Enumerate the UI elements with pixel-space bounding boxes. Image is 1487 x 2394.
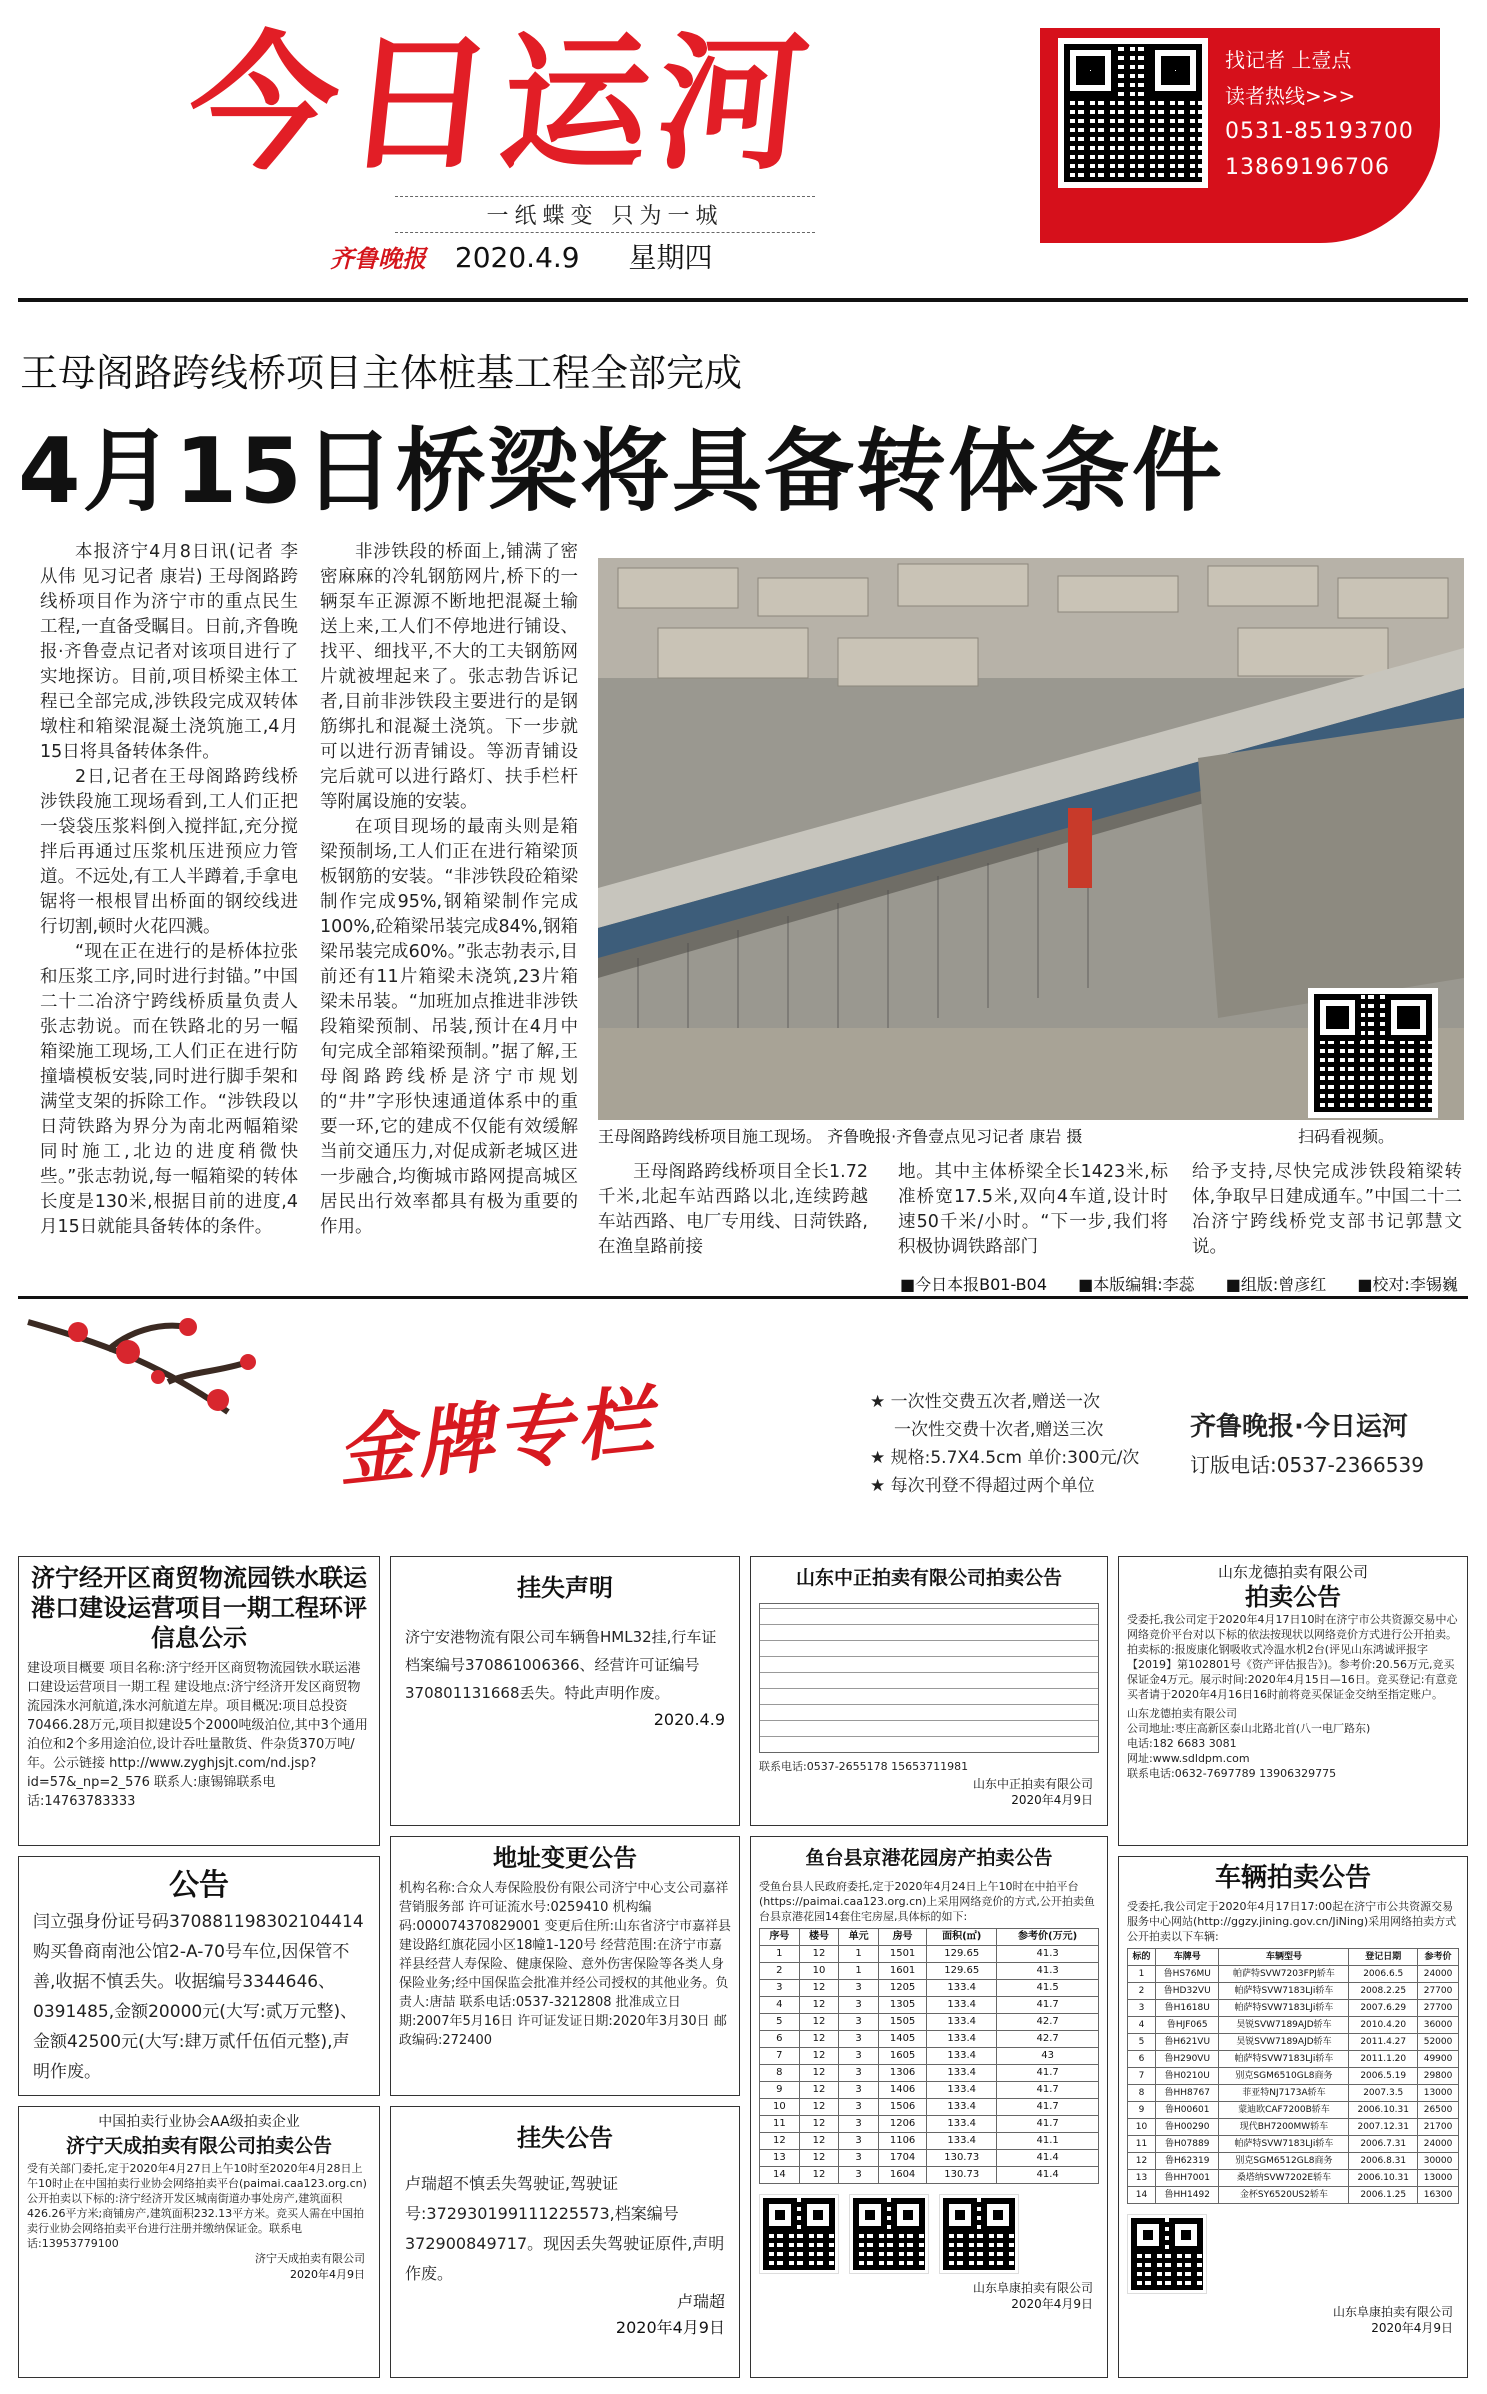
qr-code-icon[interactable] xyxy=(1127,2214,1207,2294)
table-cell: 27700 xyxy=(1418,1983,1459,2000)
ad-body: 受有关部门委托,定于2020年4月27日上午10时至2020年4月28日上午10时止在中国拍卖行业协会网络拍卖平台(paimai.caa123.org.cn)公开拍卖以下标的:济宁经济开发区城南街道办事处房产,建筑面积426.26平方米;商铺房产,建筑面积232.13平方米。竞买人需在中国拍卖行业协会网络拍卖平台进行注册并缴纳保证金。联系电话:13953779100 xyxy=(27,2162,367,2250)
gold-rule: ★ 一次性交费五次者,赠送一次 xyxy=(870,1392,1101,1412)
table-cell: 13000 xyxy=(1418,2170,1459,2187)
table-cell: 3 xyxy=(1128,2000,1156,2017)
article-paragraph: 地。其中主体桥梁全长1423米,标准桥宽17.5米,双向4车道,设计时速50千米/小时。“下一步,我们将积极协调铁路部门 xyxy=(898,1162,1168,1257)
masthead-title: 今日运河 xyxy=(180,16,824,190)
table-cell: 3 xyxy=(839,2133,879,2150)
table-cell: 1306 xyxy=(878,2065,926,2082)
table-cell: 1601 xyxy=(878,1963,926,1980)
ad-title: 拍卖公告 xyxy=(1245,1583,1341,1611)
masthead xyxy=(150,16,970,274)
table-cell: 41.7 xyxy=(997,2082,1099,2099)
ad-jinggang-property-auction xyxy=(750,1836,1108,2378)
table-cell: 41.1 xyxy=(997,2133,1099,2150)
table-row xyxy=(1128,2187,1459,2204)
table-cell: 30000 xyxy=(1418,2153,1459,2170)
article-subhead: 王母阁路跨线桥项目主体桩基工程全部完成 xyxy=(20,351,743,395)
qr-code-icon[interactable] xyxy=(759,2194,839,2274)
ad-lost-receipt-notice xyxy=(18,1856,380,2096)
table-header: 参考价(万元) xyxy=(997,1929,1099,1946)
table-row xyxy=(1128,2034,1459,2051)
table-cell: 133.4 xyxy=(927,2065,997,2082)
article-column-4 xyxy=(898,1160,1168,1260)
table-cell: 36000 xyxy=(1418,2017,1459,2034)
table-cell: 1604 xyxy=(878,2167,926,2184)
table-row xyxy=(1128,2000,1459,2017)
table-cell: 133.4 xyxy=(927,1997,997,2014)
table-row xyxy=(760,2065,1099,2082)
table-cell: 8 xyxy=(760,2065,800,2082)
credit-design: ■组版:曾彦红 xyxy=(1225,1275,1327,1294)
ad-date: 2020年4月9日 xyxy=(1011,1793,1093,1807)
table-cell: 41.7 xyxy=(997,2116,1099,2133)
table-cell: 7 xyxy=(1128,2068,1156,2085)
table-cell: 41.7 xyxy=(997,1997,1099,2014)
table-cell: 别克SGM6510GL8商务 xyxy=(1219,2068,1349,2085)
ad-sign: 济宁天成拍卖有限公司 xyxy=(255,2252,365,2265)
qr-code-icon[interactable] xyxy=(1058,38,1208,188)
table-cell: 49900 xyxy=(1418,2051,1459,2068)
ad-address-change xyxy=(390,1836,740,2096)
ad-address: 公司地址:枣庄高新区泰山北路北首(八一电厂路东) xyxy=(1127,1722,1371,1735)
hotline-phone2: 13869196706 xyxy=(1225,155,1390,180)
table-cell: 3 xyxy=(839,1997,879,2014)
ad-body: 济宁安港物流有限公司车辆鲁HML32挂,行车证档案编号370861006366、经营许可证编号370801131668丢失。特此声明作废。 xyxy=(405,1628,717,1702)
table-cell: 3 xyxy=(839,2048,879,2065)
table-cell: 1506 xyxy=(878,2099,926,2116)
ad-vehicle-auction xyxy=(1118,1856,1468,2378)
table-cell: 13000 xyxy=(1418,2085,1459,2102)
qr-code-icon[interactable] xyxy=(849,2194,929,2274)
table-cell: 别克SGM6512GL8商务 xyxy=(1219,2153,1349,2170)
table-row xyxy=(1128,2170,1459,2187)
scan-video-label: 扫码看视频。 xyxy=(1297,1127,1394,1146)
page-credits xyxy=(900,1272,1484,1295)
table-row xyxy=(1128,2051,1459,2068)
table-cell: 13 xyxy=(760,2150,800,2167)
table-cell: 41.5 xyxy=(997,1980,1099,1997)
table-cell: 桑塔纳SVW7202E轿车 xyxy=(1219,2170,1349,2187)
table-cell: 14 xyxy=(760,2167,800,2184)
table-cell: 12 xyxy=(799,2150,839,2167)
ad-body: 受委托,我公司定于2020年4月17日10时在济宁市公共资源交易中心网络竞价平台对以下标的依法按现状以网络竞价方式进行公开拍卖。拍卖标的:报废康化钢吸收式冷温水机2台(评见山东鸿诚评报字【2019】第102801号《资产评估报告》)。参考价:20.56万元,竞买保证金4万元。展示时间:2020年4月15日—16日。竞买登记:有意竞买者请于2020年4月16日16时前将竞买保证金交纳至指定账户。 xyxy=(1127,1613,1458,1701)
ad-sign: 山东龙德拍卖有限公司 xyxy=(1127,1707,1237,1720)
ad-zhongzheng-auction xyxy=(750,1556,1108,1826)
ad-lost-vehicle-docs xyxy=(390,1556,740,1826)
hotline-line1: 找记者 上壹点 xyxy=(1225,48,1352,72)
table-cell: 鲁H00601 xyxy=(1155,2102,1219,2119)
table-cell: 133.4 xyxy=(927,2099,997,2116)
section-divider xyxy=(18,1296,1468,1299)
table-cell: 12 xyxy=(799,2133,839,2150)
table-cell: 12 xyxy=(799,2014,839,2031)
table-header: 房号 xyxy=(878,1929,926,1946)
gold-phone: 订版电话:0537-2366539 xyxy=(1190,1453,1424,1477)
ad-sign: 山东阜康拍卖有限公司 xyxy=(972,2281,1093,2295)
paper-logo: 齐鲁晚报 xyxy=(330,244,426,273)
table-cell: 41.3 xyxy=(997,1963,1099,1980)
table-cell: 鲁H290VU xyxy=(1155,2051,1219,2068)
ad-date: 2020年4月9日 xyxy=(1371,2321,1453,2335)
table-cell: 10 xyxy=(760,2099,800,2116)
hotline-phone1: 0531-85193700 xyxy=(1225,119,1414,144)
plum-blossom-icon xyxy=(18,1302,378,1472)
ad-title: 车辆拍卖公告 xyxy=(1214,1863,1371,1893)
table-cell: 2011.4.27 xyxy=(1349,2034,1418,2051)
table-cell: 现代BH7200MW轿车 xyxy=(1219,2119,1349,2136)
table-cell: 帕萨特SVW7183LJi轿车 xyxy=(1219,2136,1349,2153)
table-cell: 133.4 xyxy=(927,2082,997,2099)
article-column-2 xyxy=(320,540,578,1240)
table-cell: 蒙迪欧CAF7200B轿车 xyxy=(1219,2102,1349,2119)
table-cell: 2011.1.20 xyxy=(1349,2051,1418,2068)
table-row xyxy=(1128,1966,1459,1983)
ad-title: 鱼台县京港花园房产拍卖公告 xyxy=(805,1847,1053,1869)
table-cell: 12 xyxy=(799,1946,839,1963)
table-cell: 鲁H1618U xyxy=(1155,2000,1219,2017)
table-row xyxy=(760,2099,1099,2116)
gold-rule: 一次性交费十次者,赠送三次 xyxy=(894,1420,1104,1440)
table-cell: 1106 xyxy=(878,2133,926,2150)
table-cell: 1406 xyxy=(878,2082,926,2099)
table-row xyxy=(760,2082,1099,2099)
table-cell: 133.4 xyxy=(927,2031,997,2048)
table-cell: 鲁HS76MU xyxy=(1155,1966,1219,1983)
ad-body: 卢瑞超不慎丢失驾驶证,驾驶证号:372930199111225573,档案编号372900849717。现因丢失驾驶证原件,声明作废。 xyxy=(405,2174,725,2283)
table-cell: 2007.6.29 xyxy=(1349,2000,1418,2017)
table-cell: 43 xyxy=(997,2048,1099,2065)
table-cell: 14 xyxy=(1128,2187,1156,2204)
ad-title: 公告 xyxy=(169,1868,229,1903)
table-cell: 2 xyxy=(1128,1983,1156,2000)
table-cell: 1305 xyxy=(878,1997,926,2014)
table-cell: 4 xyxy=(1128,2017,1156,2034)
ad-title: 挂失公告 xyxy=(517,2124,613,2152)
table-cell: 1205 xyxy=(878,1980,926,1997)
table-cell: 16300 xyxy=(1418,2187,1459,2204)
table-cell: 9 xyxy=(1128,2102,1156,2119)
table-cell: 鲁HJF065 xyxy=(1155,2017,1219,2034)
table-cell: 2006.7.31 xyxy=(1349,2136,1418,2153)
ad-date: 2020.4.9 xyxy=(653,1710,725,1729)
table-cell: 12 xyxy=(799,2167,839,2184)
property-table xyxy=(759,1928,1099,2184)
table-header: 车牌号 xyxy=(1155,1949,1219,1966)
table-cell: 帕萨特SVW7183LJi轿车 xyxy=(1219,1983,1349,2000)
table-cell: 11 xyxy=(1128,2136,1156,2153)
ad-website: 网址:www.sdldpm.com xyxy=(1127,1752,1250,1765)
ad-sign: 山东阜康拍卖有限公司 xyxy=(1332,2305,1453,2319)
table-cell: 帕萨特SVW7183LJi轿车 xyxy=(1219,2000,1349,2017)
table-row xyxy=(760,1963,1099,1980)
table-cell: 2006.10.31 xyxy=(1349,2102,1418,2119)
table-cell: 1501 xyxy=(878,1946,926,1963)
ad-contact: 联系电话:0632-7697789 13906329775 xyxy=(1127,1767,1337,1780)
table-cell: 3 xyxy=(839,2150,879,2167)
table-cell: 3 xyxy=(839,2014,879,2031)
table-cell: 鲁HH7001 xyxy=(1155,2170,1219,2187)
credit-proof: ■校对:李锡巍 xyxy=(1357,1275,1458,1294)
table-row xyxy=(760,2031,1099,2048)
table-cell: 2006.10.31 xyxy=(1349,2170,1418,2187)
table-row xyxy=(760,1980,1099,1997)
ad-title: 山东中正拍卖有限公司拍卖公告 xyxy=(795,1567,1062,1589)
table-cell: 9 xyxy=(760,2082,800,2099)
table-cell: 1 xyxy=(839,1946,879,1963)
table-cell: 130.73 xyxy=(927,2150,997,2167)
table-cell: 2007.12.31 xyxy=(1349,2119,1418,2136)
table-cell: 2006.8.31 xyxy=(1349,2153,1418,2170)
table-cell: 12 xyxy=(799,1997,839,2014)
table-cell: 133.4 xyxy=(927,1980,997,1997)
table-cell: 12 xyxy=(799,2116,839,2133)
ad-phone: 联系电话:0537-2655178 15653711981 xyxy=(759,1760,969,1773)
table-row xyxy=(760,1997,1099,2014)
ad-body: 受委托,我公司定于2020年4月17日17:00起在济宁市公共资源交易服务中心网站(http://ggzy.jining.gov.cn/JiNing)采用网络拍卖方式公开拍卖以下车辆: xyxy=(1127,1900,1457,1943)
table-header: 登记日期 xyxy=(1349,1949,1418,1966)
table-cell: 27700 xyxy=(1418,2000,1459,2017)
table-cell: 6 xyxy=(1128,2051,1156,2068)
table-cell: 2010.4.20 xyxy=(1349,2017,1418,2034)
table-row xyxy=(1128,2136,1459,2153)
table-cell: 金杯SY6520US2轿车 xyxy=(1219,2187,1349,2204)
table-cell: 1704 xyxy=(878,2150,926,2167)
credit-editor: ■本版编辑:李蕊 xyxy=(1078,1275,1195,1294)
table-row xyxy=(1128,2102,1459,2119)
table-cell: 1 xyxy=(760,1946,800,1963)
ad-body: 机构名称:合众人寿保险股份有限公司济宁中心支公司嘉祥营销服务部 许可证流水号:0259410 机构编码:000074370829001 变更后住所:山东省济宁市嘉祥县建设路红旗花园小区18幢1-120号 经营范围:在济宁市嘉祥县经营人寿保险、健康保险、意外伤害保险等各类人身保险业务;经中国保监会批准并经公司授权的其他业务。负责人:唐喆 联系电话:0537-3212808 批准成立日期:2007年5月16日 许可证发证日期:2020年3月30日 邮政编码:272400 xyxy=(399,1881,731,2048)
table-row xyxy=(1128,2119,1459,2136)
masthead-slogan: 一纸蝶变 只为一城 xyxy=(395,196,815,233)
ad-sign: 山东中正拍卖有限公司 xyxy=(972,1777,1093,1791)
ad-body: 建设项目概要 项目名称:济宁经开区商贸物流园铁水联运港口建设运营项目一期工程 建设地点:济宁经济开发区商贸物流园洙水河航道,洙水河航道左岸。项目概况:项目总投资70466.28万元,项目拟建设5个2000吨级泊位,其中3个通用泊位和2个多用途泊位,设计吞吐量散货、件杂货370万吨/年。公示链接 http://www.zyghjsjt.com/nd.jsp?id=57&_np=2_576 联系人:康锡锦联系电话:14763783333 xyxy=(27,1661,368,1809)
table-cell: 12 xyxy=(1128,2153,1156,2170)
ad-org: 中国拍卖行业协会AA级拍卖企业 xyxy=(98,2114,300,2130)
article-paragraph: 王母阁路跨线桥项目全长1.72千米,北起车站西路以北,连续跨越车站西路、电厂专用线、日菏铁路,在渔皇路前接 xyxy=(598,1162,868,1257)
table-header: 楼号 xyxy=(799,1929,839,1946)
article-paragraph: 在项目现场的最南头则是箱梁预制场,工人们正在进行箱梁顶板钢筋的安装。“非涉铁段砼箱梁制作完成95%,钢箱梁制作完成100%,砼箱梁吊装完成84%,钢箱梁吊装完成60%。”张志勃表示,目前还有11片箱梁未浇筑,23片箱梁未吊装。“加班加点推进非涉铁段箱梁预制、吊装,预计在4月中旬完成全部箱梁预制。”据了解,王母阁路跨线桥是济宁市规划的“井”字形快速通道体系中的重要一环,它的建成不仅能有效缓解当前交通压力,对促成新老城区进一步融合,均衡城市路网提高城区居民出行效率都具有极为重要的作用。 xyxy=(320,817,578,1237)
table-cell: 1405 xyxy=(878,2031,926,2048)
table-cell: 133.4 xyxy=(927,2014,997,2031)
ad-date: 2020年4月9日 xyxy=(615,2318,725,2337)
ad-title: 地址变更公告 xyxy=(493,1844,637,1872)
table-cell: 鲁HH8767 xyxy=(1155,2085,1219,2102)
video-qr-code-icon[interactable] xyxy=(1308,988,1438,1118)
table-row xyxy=(1128,1983,1459,2000)
article-paragraph: 2日,记者在王母阁路跨线桥涉铁段施工现场看到,工人们正把一袋袋压浆料倒入搅拌缸,充分搅拌后再通过压浆机压进预应力管道。不远处,有工人半蹲着,手拿电锯将一根根冒出桥面的钢绞线进行切割,顿时火花四溅。 xyxy=(40,767,298,937)
article-paragraph: 本报济宁4月8日讯(记者 李从伟 见习记者 康岩) 王母阁路跨线桥项目作为济宁市的重点民生工程,一直备受瞩目。日前,齐鲁晚报·齐鲁壹点记者对该项目进行了实地探访。目前,项目桥梁主体工程已全部完成,涉铁段完成双转体墩柱和箱梁混凝土浇筑施工,4月15日将具备转体条件。 xyxy=(40,542,298,762)
ad-date: 2020年4月9日 xyxy=(290,2268,365,2281)
table-cell: 4 xyxy=(760,1997,800,2014)
table-cell: 鲁H62319 xyxy=(1155,2153,1219,2170)
ad-company: 山东龙德拍卖有限公司 xyxy=(1217,1563,1368,1581)
table-cell: 鲁HD32VU xyxy=(1155,1983,1219,2000)
ad-lost-license xyxy=(390,2106,740,2378)
construction-photo xyxy=(598,558,1464,1140)
table-cell: 3 xyxy=(839,2167,879,2184)
table-row xyxy=(760,1946,1099,1963)
table-cell: 5 xyxy=(1128,2034,1156,2051)
table-row xyxy=(1128,2153,1459,2170)
ad-body: 闫立强身份证号码370881198302104414购买鲁商南池公馆2-A-70号车位,因保管不善,收据不慎丢失。收据编号3344646、0391485,金额20000元(大写:贰万元整)、金额42500元(大写:肆万贰仟伍佰元整),声明作废。 xyxy=(33,1912,364,2082)
table-header: 序号 xyxy=(760,1929,800,1946)
table-cell: 昊锐SVW7189AJD轿车 xyxy=(1219,2017,1349,2034)
auction-table-image xyxy=(759,1603,1099,1753)
table-cell: 2006.5.19 xyxy=(1349,2068,1418,2085)
table-cell: 42.7 xyxy=(997,2014,1099,2031)
table-cell: 3 xyxy=(839,2099,879,2116)
table-cell: 1505 xyxy=(878,2014,926,2031)
table-cell: 41.4 xyxy=(997,2150,1099,2167)
table-cell: 133.4 xyxy=(927,2133,997,2150)
table-cell: 鲁H07889 xyxy=(1155,2136,1219,2153)
table-cell: 6 xyxy=(760,2031,800,2048)
reader-hotline-panel xyxy=(1040,28,1440,243)
table-header: 标的 xyxy=(1128,1949,1156,1966)
table-cell: 12 xyxy=(799,2099,839,2116)
table-cell: 12 xyxy=(799,1980,839,1997)
ad-sign: 卢瑞超 xyxy=(676,2292,725,2311)
table-cell: 昊锐SVW7189AJD轿车 xyxy=(1219,2034,1349,2051)
table-cell: 29800 xyxy=(1418,2068,1459,2085)
table-cell: 2006.6.5 xyxy=(1349,1966,1418,1983)
vehicle-table xyxy=(1127,1948,1459,2204)
gold-rule: ★ 规格:5.7X4.5cm 单价:300元/次 xyxy=(870,1448,1140,1468)
table-cell: 帕萨特SVW7183LJi轿车 xyxy=(1219,2051,1349,2068)
ad-tiancheng-auction xyxy=(18,2106,380,2378)
table-cell: 24000 xyxy=(1418,2136,1459,2153)
table-cell: 3 xyxy=(839,2082,879,2099)
table-cell: 7 xyxy=(760,2048,800,2065)
table-row xyxy=(760,2048,1099,2065)
table-cell: 2006.1.25 xyxy=(1349,2187,1418,2204)
table-cell: 鲁H621VU xyxy=(1155,2034,1219,2051)
table-cell: 鲁H0210U xyxy=(1155,2068,1219,2085)
table-row xyxy=(760,2116,1099,2133)
table-cell: 21700 xyxy=(1418,2119,1459,2136)
table-cell: 133.4 xyxy=(927,2048,997,2065)
table-cell: 26500 xyxy=(1418,2102,1459,2119)
table-cell: 12 xyxy=(799,2082,839,2099)
credit-pages: ■今日本报B01-B04 xyxy=(900,1275,1047,1294)
article-column-1 xyxy=(40,540,298,1240)
photo-caption xyxy=(598,1120,1464,1151)
table-cell: 130.73 xyxy=(927,2167,997,2184)
gold-column-banner xyxy=(18,1302,1468,1532)
article-paragraph: 给予支持,尽快完成涉铁段箱梁转体,争取早日建成通车。”中国二十二冶济宁跨线桥党支部书记郭慧文说。 xyxy=(1192,1162,1462,1257)
table-cell: 41.7 xyxy=(997,2065,1099,2082)
table-cell: 41.3 xyxy=(997,1946,1099,1963)
table-cell: 24000 xyxy=(1418,1966,1459,1983)
table-cell: 鲁HH1492 xyxy=(1155,2187,1219,2204)
table-cell: 3 xyxy=(839,2065,879,2082)
table-cell: 52000 xyxy=(1418,2034,1459,2051)
article-paragraph: “现在正在进行的是桥体拉张和压浆工序,同时进行封锚。”中国二十二冶济宁跨线桥质量负责人张志勃说。而在铁路北的另一幅箱梁施工现场,工人们正在进行防撞墙模板安装,同时进行脚手架和满堂支架的拆除工作。“涉铁段以日菏铁路为界分为南北两幅箱梁同时施工,北边的进度稍微快些。”张志勃说,每一幅箱梁的转体长度是130米,根据目前的进度,4月15日就能具备转体的条件。 xyxy=(40,942,298,1237)
table-row xyxy=(760,2133,1099,2150)
table-cell: 12 xyxy=(799,2065,839,2082)
table-cell: 12 xyxy=(799,2031,839,2048)
gold-column-contact xyxy=(1190,1408,1424,1484)
table-cell: 41.7 xyxy=(997,2099,1099,2116)
table-cell: 129.65 xyxy=(927,1946,997,1963)
qr-code-icon[interactable] xyxy=(939,2194,1019,2274)
table-cell: 42.7 xyxy=(997,2031,1099,2048)
ad-tel: 电话:182 6683 3081 xyxy=(1127,1737,1237,1750)
table-row xyxy=(1128,2017,1459,2034)
table-cell: 帕萨特SVW7203FPJ轿车 xyxy=(1219,1966,1349,1983)
table-cell: 1 xyxy=(839,1963,879,1980)
table-cell: 2007.3.5 xyxy=(1349,2085,1418,2102)
gold-rule: ★ 每次刊登不得超过两个单位 xyxy=(870,1476,1095,1496)
ad-title: 挂失声明 xyxy=(517,1574,613,1602)
ad-title: 济宁经开区商贸物流园铁水联运港口建设运营项目一期工程环评信息公示 xyxy=(31,1564,367,1652)
issue-weekday: 星期四 xyxy=(628,241,713,274)
ad-longde-auction xyxy=(1118,1556,1468,1846)
table-cell: 3 xyxy=(760,1980,800,1997)
issue-date: 2020.4.9 xyxy=(454,241,580,274)
ad-eia-notice xyxy=(18,1556,380,1846)
table-row xyxy=(760,2150,1099,2167)
table-cell: 12 xyxy=(760,2133,800,2150)
table-cell: 3 xyxy=(839,2031,879,2048)
gold-brand: 齐鲁晚报·今日运河 xyxy=(1190,1412,1408,1442)
table-cell: 3 xyxy=(839,2116,879,2133)
table-header: 单元 xyxy=(839,1929,879,1946)
table-header: 面积(㎡) xyxy=(927,1929,997,1946)
table-cell: 1 xyxy=(1128,1966,1156,1983)
table-row xyxy=(760,2167,1099,2184)
table-cell: 8 xyxy=(1128,2085,1156,2102)
table-row xyxy=(760,2014,1099,2031)
article-column-5 xyxy=(1192,1160,1462,1260)
table-row xyxy=(1128,2068,1459,2085)
table-cell: 13 xyxy=(1128,2170,1156,2187)
table-cell: 菲亚特NJ7173A轿车 xyxy=(1219,2085,1349,2102)
table-cell: 10 xyxy=(799,1963,839,1980)
table-header: 参考价 xyxy=(1418,1949,1459,1966)
table-cell: 133.4 xyxy=(927,2116,997,2133)
table-cell: 41.4 xyxy=(997,2167,1099,2184)
table-row xyxy=(1128,2085,1459,2102)
article-column-3 xyxy=(598,1160,868,1260)
ad-title: 济宁天成拍卖有限公司拍卖公告 xyxy=(65,2135,332,2157)
masthead-divider xyxy=(18,298,1468,302)
table-cell: 10 xyxy=(1128,2119,1156,2136)
table-cell: 12 xyxy=(799,2048,839,2065)
ad-body: 受鱼台县人民政府委托,定于2020年4月24日上午10时在中拍平台(https://paimai.caa123.org.cn)上采用网络竞价的方式,公开拍卖鱼台县京港花园14套住宅房屋,具体标的如下: xyxy=(759,1880,1095,1923)
table-cell: 1605 xyxy=(878,2048,926,2065)
table-cell: 鲁H00290 xyxy=(1155,2119,1219,2136)
article-paragraph: 非涉铁段的桥面上,铺满了密密麻麻的冷轧钢筋网片,桥下的一辆泵车正源源不断地把混凝土输送上来,工人们不停地进行铺设、找平、细找平,不大的工夫钢筋网片就被埋起来了。张志勃告诉记者,目前非涉铁段主要进行的是钢筋绑扎和混凝土浇筑。下一步就可以进行沥青铺设。等沥青铺设完后就可以进行路灯、扶手栏杆等附属设施的安装。 xyxy=(320,542,578,812)
table-cell: 1206 xyxy=(878,2116,926,2133)
ad-date: 2020年4月9日 xyxy=(1011,2297,1093,2311)
table-cell: 2008.2.25 xyxy=(1349,1983,1418,2000)
dateline xyxy=(330,236,713,276)
photo-caption-text: 王母阁路跨线桥项目施工现场。 齐鲁晚报·齐鲁壹点见习记者 康岩 摄 xyxy=(598,1127,1083,1146)
gold-column-title: 金牌专栏 xyxy=(332,1375,661,1498)
table-cell: 3 xyxy=(839,1980,879,1997)
hotline-line2: 读者热线>>> xyxy=(1225,84,1356,108)
table-cell: 2 xyxy=(760,1963,800,1980)
table-header: 车辆型号 xyxy=(1219,1949,1349,1966)
gold-column-rules xyxy=(870,1388,1139,1500)
table-cell: 129.65 xyxy=(927,1963,997,1980)
table-cell: 11 xyxy=(760,2116,800,2133)
table-cell: 5 xyxy=(760,2014,800,2031)
article-headline: 4月15日桥梁将具备转体条件 xyxy=(18,419,1224,524)
